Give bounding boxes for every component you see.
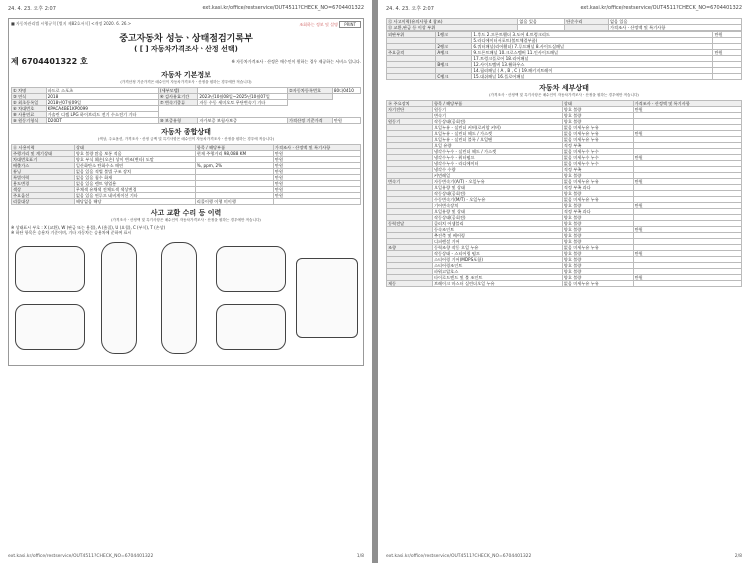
table-cell: 일산화탄소 탄화수소 매연 [74, 163, 195, 169]
table-cell: ⑧ 사용연료 [12, 112, 47, 118]
table-cell: 없음 미세누수 누수 [562, 161, 633, 167]
table-cell: ⑩ 보증유형 [158, 118, 198, 124]
car-frame-drawing [296, 258, 358, 338]
table-cell: 80다0410 [332, 88, 360, 94]
price-cell: 만원 [633, 203, 741, 209]
table-cell: 브레이크 마스터 실린더오일 누유 [432, 281, 562, 287]
table-cell [565, 25, 609, 31]
table-cell: 양호 불량 [562, 221, 633, 227]
form-subtitle: ( [ ] 자동차가격조사ㆍ산정 선택) [134, 45, 238, 53]
table-cell: 오일 유량 [432, 143, 562, 149]
table-cell: 양호 불량 [562, 215, 633, 221]
table-cell: ⑤ 최초등록일 [12, 100, 47, 106]
car-side-left-drawing [15, 246, 85, 292]
table-cell: 단순수리 [565, 19, 609, 25]
table-cell: 작동상태(공회전) [432, 215, 562, 221]
table-cell: 양호 불량 [562, 173, 633, 179]
table-cell: 9.프론트패널 10.크로스멤버 11.인사이드패널 [472, 50, 713, 56]
table-row [12, 106, 361, 112]
price-cell: 만원 [633, 275, 741, 281]
table-header: ⑪ 사용이력 [12, 145, 75, 151]
table-cell: 주행거리 및 계기상태 [12, 151, 75, 157]
table-cell: 리콜이행 이행 미이행 [195, 199, 273, 205]
table-cell: ⑦ 변속기종류 [158, 100, 198, 106]
table-cell: D20DT [46, 118, 158, 124]
table-cell: 적정 부족 과다 [562, 209, 633, 215]
table-cell: 없음 미세누수 누수 [562, 149, 633, 155]
table-cell: 자동변속기(A/T) - 오일누유 [432, 179, 562, 185]
table-cell: 만원 [273, 151, 360, 157]
car-diagram [11, 238, 361, 363]
detail-title: 자동차 세부상태 [539, 84, 589, 92]
table-cell: 오일누유 - 실린더 헤드 / 가스켓 [432, 131, 562, 137]
inquiry-link[interactable]: 조회하는 정보 및 설명 [299, 22, 338, 27]
car-bottom-drawing [161, 242, 197, 354]
table-cell: 양호 부식 훼손(오손) 상이 변조(변타) 도말 [74, 157, 195, 163]
table-row [387, 281, 742, 287]
table-cell: 무채색 유채색 전체도색 색상변경 [74, 187, 195, 193]
table-cell: 만원 [273, 163, 360, 169]
detail-table [386, 100, 742, 287]
form-box-2 [386, 18, 742, 287]
table-cell: 2018 [46, 94, 158, 100]
table-cell: 없음 있음 [518, 19, 565, 25]
table-cell: 추진축 및 베어링 [432, 233, 562, 239]
table-cell: 만원 [273, 169, 360, 175]
table-cell: 5.라디에이터서포트(볼트체결부품) [472, 38, 713, 44]
table-cell: 없음 미세누유 누유 [562, 125, 633, 131]
table-cell: 없음 미세누유 누유 [562, 131, 633, 137]
price-note: ※ 자동차가격조사ㆍ산정은 매수인이 원하는 경우 제공하는 서비스 입니다. [231, 58, 361, 64]
table-cell: 적정 부족 과다 [562, 185, 633, 191]
price-cell: 만원 [633, 251, 741, 257]
table-row [387, 74, 742, 80]
table-cell: 수동변속기(M/T) - 오일누유 [432, 197, 562, 203]
table-cell: 만원 [713, 32, 742, 38]
table-cell: 스티어링 기어(MDPS포함) [432, 257, 562, 263]
table-cell: 리콜대상 [12, 199, 75, 205]
table-cell: KPACA4BE1KP0099 [46, 106, 158, 112]
price-cell: 만원 [633, 107, 741, 113]
table-cell: 동력전달 [387, 221, 433, 227]
table-cell: 작동상태(공회전) [432, 119, 562, 125]
basic-info-note: (가격산정 기준가격은 매수인이 자동차가격조사ㆍ산정을 원하는 경우에만 적습니다) [120, 80, 252, 84]
table-cell: %, ppm, 2% [195, 163, 273, 169]
car-side-right-drawing [216, 304, 286, 350]
table-cell: 커먼레일 [432, 173, 562, 179]
table-cell: 조향 [387, 245, 433, 251]
table-cell: 기어변속장치 [432, 203, 562, 209]
table-cell: ① 차명 [12, 88, 47, 94]
table-cell: ⑥ 차대번호 [12, 106, 47, 112]
table-cell: 적정 부족 [562, 143, 633, 149]
detail-note: (가격조사ㆍ산정액 및 특기사항은 매수인이 자동차가격조사ㆍ산정을 원하는 경우에만 적습니다) [489, 93, 639, 97]
table-cell: 가격조사ㆍ산정액 및 특기사항 [609, 25, 742, 31]
table-cell: 만원 [332, 118, 360, 124]
table-cell: 1랭크 [436, 32, 472, 38]
table-cell: 스티어링조인트 [432, 263, 562, 269]
table-cell: 6.쿼터패널(리어휀더) 7.루프패널 8.사이드실패널 [472, 44, 713, 50]
legend-2: ※ 하단 항목은 승용차 기준이며, 기타 자동차는 승용차에 준하여 표시 [11, 230, 132, 235]
table-cell: 가솔린 디젤 LPG 하이브리드 전기 수소전기 기타 [46, 112, 158, 118]
table-cell: 자기진단 [387, 107, 433, 113]
table-cell: ④ 검사유효기간 [158, 94, 198, 100]
table-cell: 변속기 [387, 179, 433, 185]
table-cell: 변속기 [432, 113, 562, 119]
table-cell: 양호 불량 [562, 263, 633, 269]
table-cell: C랭크 [436, 74, 472, 80]
table-cell: 파드로 스포츠 [46, 88, 158, 94]
table-header: 상태 [562, 101, 633, 107]
table-header: 항목 / 해당부품 [195, 145, 273, 151]
table-cell [288, 94, 333, 100]
doc-number: 제 6704401322 호 [11, 57, 88, 66]
exterior-table [386, 31, 742, 80]
car-front-drawing [216, 246, 286, 292]
legend-1: ※ 상태표시 부호 : X (교환), W (판금 또는 용접), A (흠집), U (요철), C (부식), T (손상) [11, 225, 166, 230]
table-cell: 현재 주행거리 98,088 KM [195, 151, 273, 157]
table-cell: 오일유량 및 상태 [432, 185, 562, 191]
table-cell: 타이로드엔드 및 볼 조인트 [432, 275, 562, 281]
table-cell: 냉각수누수 - 라디에이터 [432, 161, 562, 167]
table-cell: 냉각수 수량 [432, 167, 562, 173]
basic-info-title: 자동차 기본정보 [161, 71, 211, 79]
table-cell: 없음 미세누유 누유 [562, 281, 633, 287]
table-cell: 양호 불량 [562, 191, 633, 197]
page-number: 2/8 [734, 554, 742, 559]
form-note: ■ 자동차관리법 시행규칙 [별지 제82호서식] <개정 2020. 6. 26.> [11, 21, 132, 26]
table-cell: 오일누유 - 실린더 커버(로커암 커버) [432, 125, 562, 131]
table-cell: 만원 [273, 157, 360, 163]
table-cell: 양호 불량 [562, 113, 633, 119]
table-cell: 외판부위 [387, 32, 436, 38]
overall-title: 자동차 종합상태 [161, 128, 211, 136]
table-cell [273, 199, 360, 205]
basic-info-table [11, 87, 361, 124]
table-cell: ③ 연식 [12, 94, 47, 100]
table-cell: 양호 불량 [562, 203, 633, 209]
table-cell: 양호 불량 [562, 269, 633, 275]
page-footer [386, 554, 742, 559]
table-cell: 제동 [387, 281, 433, 287]
table-cell: 주요골격 [387, 50, 436, 56]
header-url: ext.kasi.kr/office/restservice/OUT4511?CHECK_NO=6704401322 [580, 5, 742, 11]
table-cell: 1.후드 2.프론트휀더 3.도어 4.트렁크리드 [472, 32, 713, 38]
table-row [12, 118, 361, 124]
table-cell: 용도변경 [12, 181, 75, 187]
print-button[interactable]: PRINT [339, 21, 361, 28]
table-cell: 튜닝 [12, 169, 75, 175]
table-cell: 없음 있음 렌트 영업용 [74, 181, 195, 187]
price-cell [633, 281, 741, 287]
table-cell: 없음 미세누유 누유 [562, 197, 633, 203]
accident-history-table [386, 18, 742, 31]
table-header: 가격조사ㆍ산정액 및 특기사항 [633, 101, 741, 107]
page-header [378, 0, 750, 12]
table-cell: 없음 있음 [609, 19, 742, 25]
table-cell: 양호 불량 [562, 119, 633, 125]
table-cell: 작동상태 - 스티어링 펌프 [432, 251, 562, 257]
price-cell: 만원 [633, 179, 741, 185]
table-cell: 디퍼렌셜 기어 [432, 239, 562, 245]
overall-table [11, 144, 361, 205]
table-cell: 만원 [273, 187, 360, 193]
header-date: 24. 4. 23. 오후 2:07 [386, 6, 434, 12]
table-cell: 만원 [713, 50, 742, 56]
page-header [0, 0, 372, 12]
table-cell: 파워고압호스 [432, 269, 562, 275]
table-cell: 양호 불량 [562, 233, 633, 239]
table-cell: 없음 미세누수 누수 [562, 155, 633, 161]
table-cell: 오일누유 - 실린더 블록 / 오일팬 [432, 137, 562, 143]
table-cell: 양호 불량 [562, 275, 633, 281]
table-cell: A랭크 [436, 50, 472, 56]
table-cell: 등속조인트 [432, 227, 562, 233]
price-cell: 만원 [633, 227, 741, 233]
table-cell: 15.대쉬패널 16.플로어패널 [472, 74, 713, 80]
table-cell: 특별이력 [12, 175, 75, 181]
table-cell: 동력조향 작동 오일 누유 [432, 245, 562, 251]
table-cell: ⑫ 사고이력(유의사항 4 참조) [387, 19, 518, 25]
table-header: 항목 / 해당부품 [432, 101, 562, 107]
table-cell: 냉각수누수 - 워터펌프 [432, 155, 562, 161]
header-date: 24. 4. 23. 오후 2:07 [8, 6, 56, 12]
table-cell: 없음 있음 썬루프 네비게이션 기타 [74, 193, 195, 199]
table-header: 가격조사ㆍ산정액 및 특기사항 [273, 145, 360, 151]
table-cell: 없음 미세누유 누유 [562, 137, 633, 143]
table-cell: 2023년10월08일~2025년10월07일 [198, 94, 288, 100]
page-2 [378, 0, 750, 563]
table-cell: 없음 미세누유 누유 [562, 179, 633, 185]
table-cell: 해당없음 해당 [74, 199, 195, 205]
table-cell: 자동 수동 세미오토 무단변속기 기타 [198, 100, 288, 106]
table-cell: 차대번호표기 [12, 157, 75, 163]
table-cell: 배출가스 [12, 163, 75, 169]
table-header: ⑭ 주요장치 [387, 101, 433, 107]
table-cell: 없음 있음 침수 화재 [74, 175, 195, 181]
table-row [387, 25, 742, 31]
table-cell: 양호 불량 [562, 107, 633, 113]
table-row [12, 100, 361, 106]
form-box [8, 18, 364, 366]
table-cell: ②자동차등록번호 [288, 88, 333, 94]
table-cell: 없음 미세누유 누유 [562, 245, 633, 251]
table-cell: 자가보증 보험사보증 [198, 118, 288, 124]
page-1 [0, 0, 372, 563]
table-cell [518, 25, 565, 31]
table-cell: (세부모델) [158, 88, 198, 94]
table-cell: 만원 [273, 193, 360, 199]
header-url: ext.kasi.kr/office/restservice/OUT4511?CHECK_NO=6704401322 [202, 5, 364, 11]
table-cell: 양호 불량 [562, 239, 633, 245]
car-rear-drawing [15, 304, 85, 350]
table-header: 상태 [74, 145, 195, 151]
table-cell: ⑨ 원동기형식 [12, 118, 47, 124]
table-cell: 클러치 어셈블리 [432, 221, 562, 227]
footer-url: ext.kasi.kr/office/restservice/OUT4511?CHECK_NO=6704401322 [8, 554, 154, 559]
table-cell: 2018년07월09일 [46, 100, 158, 106]
table-cell: 양호 불량 [562, 251, 633, 257]
table-cell: 색상 [12, 187, 75, 193]
table-cell: 만원 [273, 181, 360, 187]
table-cell: 2랭크 [436, 44, 472, 50]
table-cell: 12.사이드멤버 13.휠하우스 [472, 62, 713, 68]
table-cell [713, 74, 742, 80]
table-cell: 양호 불량 많음 보통 적음 [74, 151, 195, 157]
page-number: 1/8 [356, 554, 364, 559]
car-top-drawing [101, 242, 137, 354]
accident-title: 사고 교환 수리 등 이력 [150, 209, 222, 217]
table-row [12, 199, 361, 205]
table-cell: 작동상태(공회전) [432, 191, 562, 197]
table-cell: ⑬ 교환,판금 등 이상 부위 [387, 25, 518, 31]
page-footer [8, 554, 364, 559]
footer-url: ext.kasi.kr/office/restservice/OUT4511?CHECK_NO=6704401322 [386, 554, 532, 559]
table-cell: 오일유량 및 상태 [432, 209, 562, 215]
table-cell: 양호 불량 [562, 257, 633, 263]
table-cell: 냉각수누수 - 실린더 헤드 / 가스켓 [432, 149, 562, 155]
accident-note: (가격조사ㆍ산정액 및 특기사항은 매수인이 자동차가격조사ㆍ산정을 원하는 경우에만 적습니다) [111, 218, 261, 222]
overall-note: (색상, 주요옵션, 가격조사ㆍ산정 금액 및 특기사항은 매수인이 자동차가격조사ㆍ산정을 원하는 경우에 적습니다) [97, 137, 275, 141]
table-cell: 주요옵션 [12, 193, 75, 199]
table-cell: 원동기 [432, 107, 562, 113]
table-cell: 없음 있음 적법 불법 구조 장치 [74, 169, 195, 175]
price-cell: 만원 [633, 131, 741, 137]
table-cell: 만원 [273, 175, 360, 181]
price-cell: 만원 [633, 155, 741, 161]
table-cell: 적정 부족 [562, 167, 633, 173]
table-cell [387, 74, 436, 80]
table-cell: B랭크 [436, 62, 472, 68]
table-cell: 가격산정 기준가격 [288, 118, 333, 124]
table-cell: 17.트렁크플로어 18.리어패널 [472, 56, 713, 62]
form-title: 중고자동차 성능ㆍ상태점검기록부 [119, 34, 253, 44]
table-cell: 14.필러패널 ( A , B , C ) 19.패키지트레이 [472, 68, 713, 74]
table-cell: 양호 불량 [562, 227, 633, 233]
table-cell: 원동기 [387, 119, 433, 125]
